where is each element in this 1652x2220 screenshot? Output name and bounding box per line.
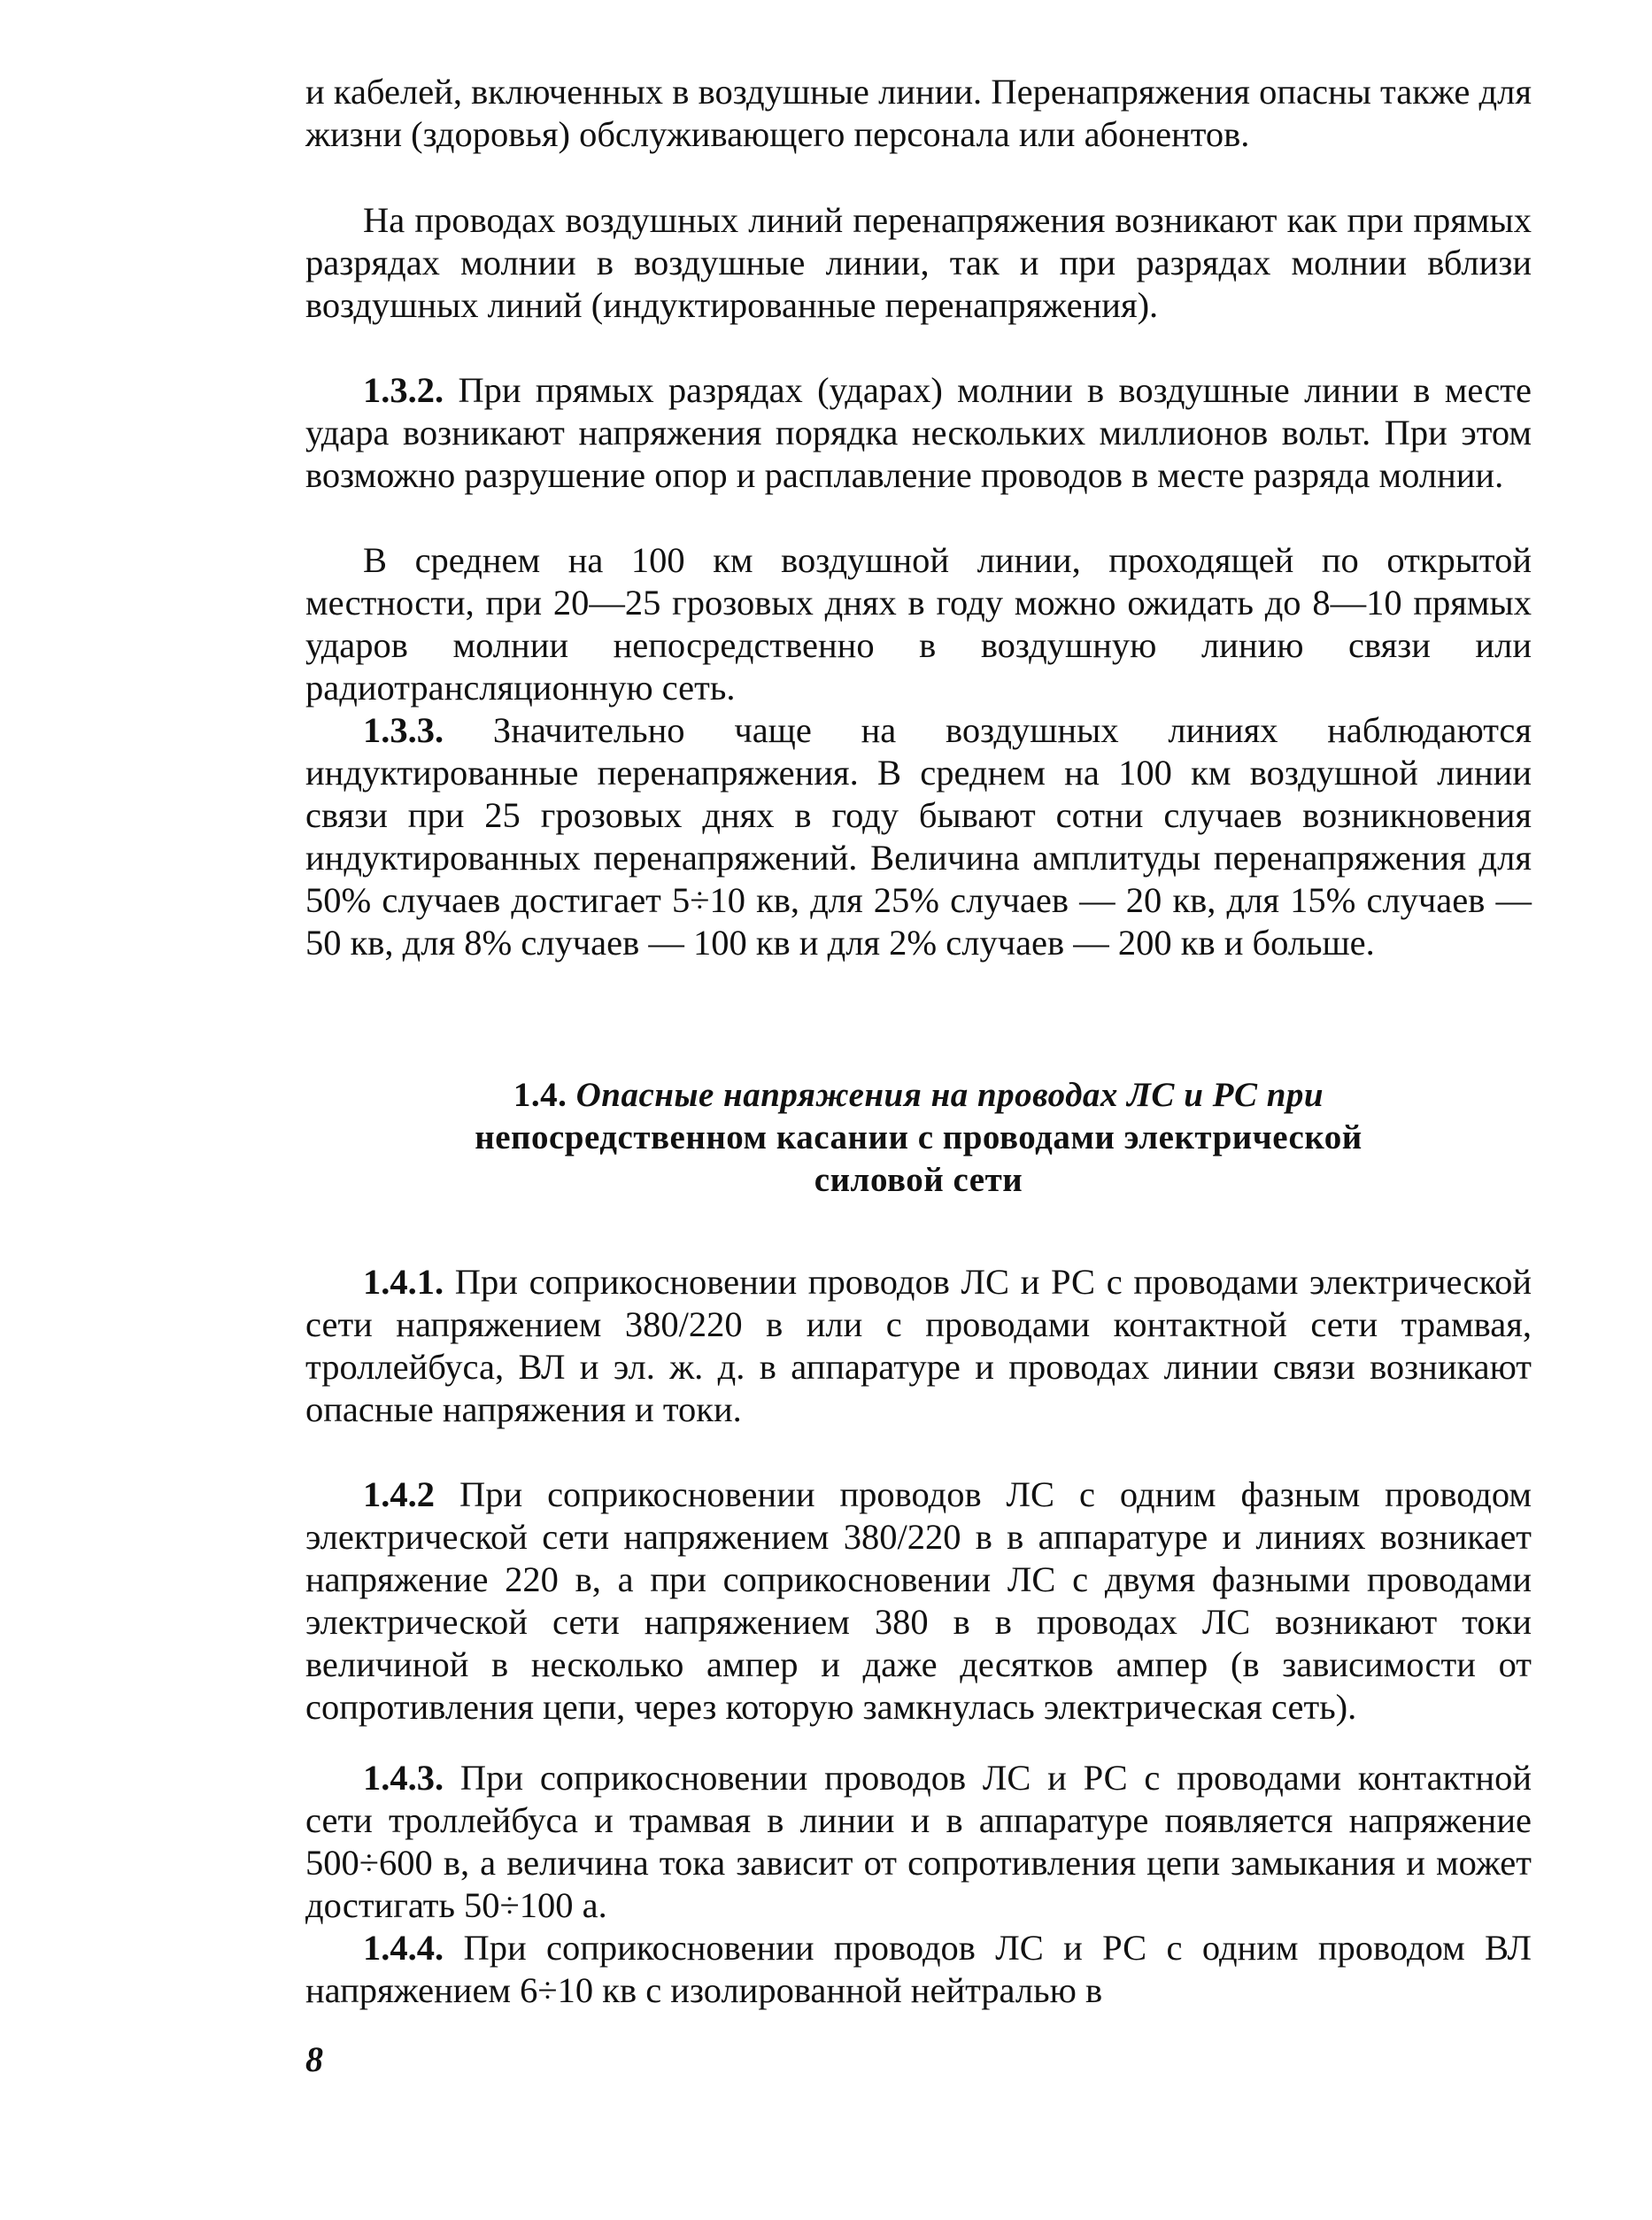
paragraph-continuation	[305, 71, 1532, 156]
paragraph-1-4-3	[305, 1757, 1532, 1927]
paragraph-text: На проводах воздушных линий перенапряжения возникают как при прямых разрядах молнии в воздушные линии, так и при разрядах молнии вблизи воздушных линий (индуктированные перенапряжения).	[305, 200, 1532, 325]
clause-number: 1.4.4.	[363, 1928, 444, 1968]
clause-number: 1.3.2.	[363, 370, 444, 410]
paragraph-text: При соприкосновении проводов ЛС и РС с проводами контактной сети троллейбуса и трамвая в линии и в аппаратуре появляется напряжение 500÷600 в, а величина тока зависит от сопротивления цепи замыкания и может достигать 50÷100 а.	[305, 1758, 1532, 1925]
paragraph-1-3-3	[305, 709, 1532, 964]
paragraph-text: Значительно чаще на воздушных линиях наблюдаются индуктированные перенапряжения. В среднем на 100 км воздушной линии связи при 25 грозовых днях в году бывают сотни случаев возникновения индуктированных перенапряжений. Величина амплитуды перенапряжения для 50% случаев достигает 5÷10 кв, для 25% случаев — 20 кв, для 15% случаев — 50 кв, для 8% случаев — 100 кв и для 2% случаев — 200 кв и больше.	[305, 710, 1532, 963]
section-heading-line-1	[305, 1074, 1532, 1117]
section-title-italic: Опасные напряжения на проводах ЛС и РС при	[575, 1076, 1324, 1114]
paragraph-text: и кабелей, включенных в воздушные линии. Перенапряжения опасны также для жизни (здоровья) обслуживающего персонала или абонентов.	[305, 72, 1532, 154]
clause-number: 1.3.3.	[363, 710, 444, 750]
paragraph-1-4-1	[305, 1261, 1532, 1431]
paragraph-text: При прямых разрядах (ударах) молнии в воздушные линии в месте удара возникают напряжения порядка нескольких миллионов вольт. При этом возможно разрушение опор и расплавление проводов в месте разряда молнии.	[305, 370, 1532, 495]
paragraph-text: В среднем на 100 км воздушной линии, проходящей по открытой местности, при 20—25 грозовых днях в году можно ожидать до 8—10 прямых ударов молнии непосредственно в воздушную линию связи или радиотрансляционную сеть.	[305, 540, 1532, 708]
section-heading-line-2: непосредственном касании с проводами электрической	[475, 1118, 1363, 1156]
paragraph-1-4-4	[305, 1927, 1532, 2012]
section-number: 1.4.	[513, 1076, 567, 1114]
paragraph-lightning-statistics	[305, 539, 1532, 709]
section-heading-line-3: силовой сети	[814, 1161, 1023, 1199]
paragraph-overvoltage-sources	[305, 199, 1532, 327]
paragraph-text: При соприкосновении проводов ЛС с одним фазным проводом электрической сети напряжением 380/220 в в аппаратуре и линиях возникает напряжение 220 в, а при соприкосновении ЛС с двумя фазными проводами электрической сети напряжением 380 в в проводах ЛС возникают токи величиной в несколько ампер и даже десятков ампер (в зависимости от сопротивления цепи, через которую замкнулась электрическая сеть).	[305, 1474, 1532, 1727]
clause-number: 1.4.3.	[363, 1758, 444, 1798]
clause-number: 1.4.2	[363, 1474, 435, 1514]
paragraph-1-4-2	[305, 1474, 1532, 1729]
page-number: 8	[305, 2039, 323, 2079]
paragraph-1-3-2	[305, 369, 1532, 497]
clause-number: 1.4.1.	[363, 1262, 444, 1302]
paragraph-text: При соприкосновении проводов ЛС и РС с проводами электрической сети напряжением 380/220 в или с проводами контактной сети трамвая, троллейбуса, ВЛ и эл. ж. д. в аппаратуре и проводах линии связи возникают опасные напряжения и токи.	[305, 1262, 1532, 1429]
paragraph-text: При соприкосновении проводов ЛС и РС с одним проводом ВЛ напряжением 6÷10 кв с изолированной нейтралью в	[305, 1928, 1532, 2010]
